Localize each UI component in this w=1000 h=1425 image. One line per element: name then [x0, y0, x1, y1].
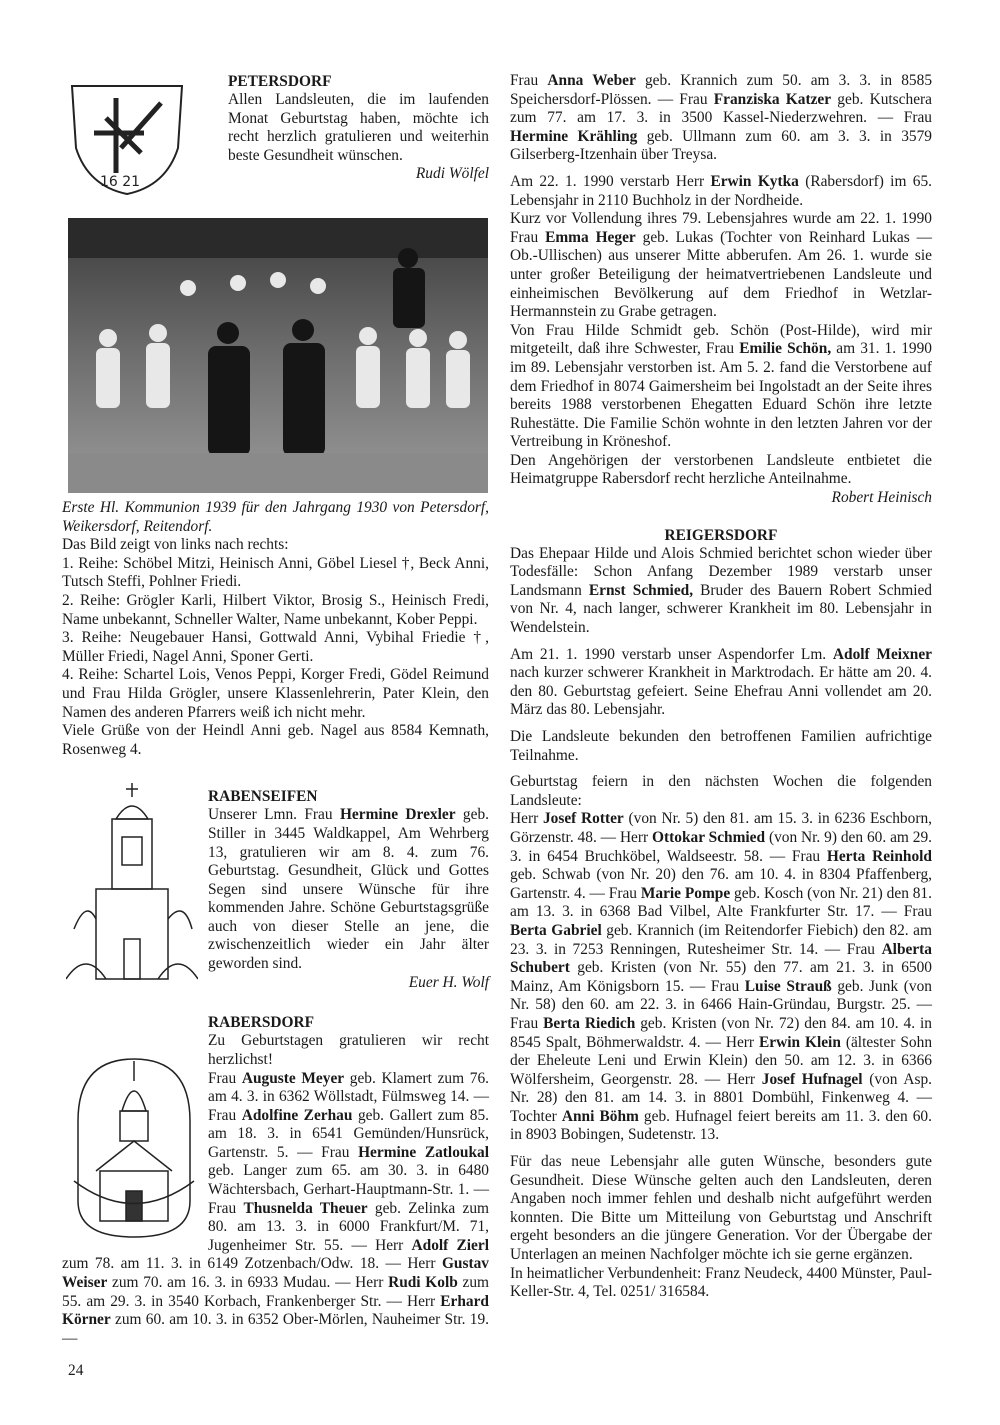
text-segment: Herr	[510, 810, 539, 828]
rabenseifen-church-drawing	[66, 779, 198, 993]
reigersdorf-heading: REIGERSDORF	[664, 526, 778, 544]
person-name: Marie Pompe	[640, 884, 731, 902]
person-name: Hermine Zatloukal	[358, 1143, 489, 1161]
person-name: Franziska Katzer	[713, 90, 832, 108]
greeting: Viele Grüße von der Heindl Anni geb. Nagel aus 8584 Kemnath, Rosenweg 4.	[62, 722, 489, 758]
person-name: Emilie Schön,	[739, 340, 832, 358]
text-segment: nach kurzer schwerer Krankheit in Marktrodach. Er hätte am 20. 4. den 80. Geburtstag gefeiert. Seine Ehefrau Anni vollendet am 20. März das 80. Lebensjahr.	[510, 664, 932, 719]
text-segment: geb. Krannich zum 50. am 3. 3. in 8585 Speichersdorf-Plössen. — Frau	[510, 72, 933, 108]
person-name: Erhard Körner	[62, 1292, 489, 1329]
text-segment: geb. Schwab (von Nr. 20) den 76. am 10. 4. in 8304 Pfaffenberg, Gartenstr. 4. — Frau	[510, 866, 932, 902]
rabersdorf-signature: Robert Heinisch	[831, 489, 932, 507]
text-segment: (Rabersdorf) im 65. Lebensjahr in 2110 Buchholz in der Nordheide.	[510, 172, 932, 209]
obituary-schoen	[510, 322, 932, 452]
photo-row-1: 1. Reihe: Schöbel Mitzi, Heinisch Anni, Göbel Liesel †, Beck Anni, Tutsch Steffi, Pohlner Friedi.	[62, 554, 489, 591]
person-name: Herta Reinhold	[826, 847, 932, 865]
reigersdorf-wishes: Für das neue Lebensjahr alle guten Wünsche, besonders gute Gesundheit. Diese Wünsche gelten auch den Landsleuten, deren Angaben noch immer fehlen und deshalb nicht aufgeführt werden konnten. Die Bitte um Mitteilung von Geburtstag und Anschrift ergeht besonders an die jüngere Generation. Vor der Übergabe der Unterlagen an meinen Nachfolger möchte ich sie gerne ergänzen.	[510, 1153, 932, 1264]
person-name: Gustav Weiser	[62, 1255, 489, 1292]
rabersdorf-chapel-emblem	[66, 1051, 202, 1241]
text-segment: Kurz vor Vollendung ihres 79. Lebensjahres wurde am 22. 1. 1990 Frau	[510, 210, 932, 246]
rabenseifen-heading: RABENSEIFEN	[208, 788, 318, 806]
text-segment: (von Nr. 9) den 60. am 29. 3. in 6454 Bruchköbel, Waldseestr. 58. — Frau	[510, 828, 932, 865]
person-name: Auguste Meyer	[241, 1069, 345, 1087]
text-segment: geb. Kristen (von Nr. 55) den 77. am 21. 3. in 6500 Mainz, Am Königsborn 15. — Frau	[510, 959, 932, 995]
text-segment: Von Frau Hilde Schmidt geb. Schön (Post-Hilde), wird mir mitgeteilt, daß ihre Schwester, Frau	[510, 321, 932, 358]
rabersdorf-intro: Zu Geburtstagen gratulieren wir recht herzlichst!	[208, 1032, 489, 1068]
person-name: Josef Rotter	[542, 810, 624, 828]
text-segment: Das Ehepaar Hilde und Alois Schmied berichtet schon wieder über Todesfälle: Schon Anfang Dezember 1989 verstarb unser Landsmann	[510, 544, 932, 599]
text-segment: geb. Ullmann zum 60. am 3. 3. in 3579 Gilserberg-Itzenhain über Treysa.	[510, 127, 932, 164]
photo-row-4: 4. Reihe: Schartel Lois, Venos Peppi, Korger Fredi, Gödel Reimund und Frau Hilda Grögler, unsere Klassenlehrerin, Pater Klein, den Namen des anderen Pfarrers weiß ich nicht mehr.	[62, 666, 489, 721]
person-name: Berta Gabriel	[510, 921, 602, 939]
photo-row-3: 3. Reihe: Neugebauer Hansi, Gottwald Anni, Vybihal Friedie †, Müller Friedi, Nagel Anni, Sponer Gerti.	[62, 629, 489, 665]
text-segment: zum 70. am 16. 3. in 6933 Mudau. — Herr	[107, 1274, 389, 1292]
reigersdorf-signoff: In heimatlicher Verbundenheit: Franz Neudeck, 4400 Münster, Paul-Keller-Str. 4, Tel. 0251/ 316584.	[510, 1264, 932, 1301]
text-segment: geb. Kristen (von Nr. 72) den 84. am 10. 4. in 8545 Spalt, Böhmerwaldstr. 4. — Herr	[510, 1014, 932, 1051]
person-name: Anna Weber	[547, 72, 636, 89]
person-name: Ottokar Schmied	[652, 828, 766, 846]
text-segment: geb. Zelinka zum 80. am 13. 3. in 6000 Frankfurt/M. 71, Jugenheimer Str. 55. — Herr	[208, 1199, 489, 1254]
reigersdorf-p2	[510, 646, 932, 720]
text-segment: geb. Junk (von Nr. 58) den 60. am 22. 3. in 6466 Hain-Gründau, Burgstr. 25. — Frau	[510, 977, 932, 1032]
person-name: Alberta Schubert	[510, 940, 932, 977]
right-column	[510, 72, 932, 1302]
petersdorf-signature: Rudi Wölfel	[415, 165, 489, 183]
text-segment: (ältester Sohn der Eheleute Leni und Erwin Klein) den 50. am 12. 3. in 6366 Wölfersheim, Georgenstr. 28. — Herr	[510, 1033, 933, 1088]
person-name: Erwin Kytka	[710, 172, 799, 190]
reigersdorf-birthdays	[510, 773, 932, 1145]
photo-caption: Erste Hl. Kommunion 1939 für den Jahrgang 1930 von Petersdorf, Weikersdorf, Reitendorf.	[62, 499, 489, 535]
petersdorf-heading: PETERSDORF	[228, 73, 332, 90]
communion-group-photo	[68, 218, 488, 493]
person-name: Emma Heger	[545, 228, 636, 246]
text-segment: (von Nr. 5) den 81. am 15. 3. in 6236 Eschborn, Görzenstr. 48. — Herr	[510, 810, 932, 846]
text-segment: Frau	[510, 72, 548, 89]
obituary-kytka	[510, 173, 932, 210]
svg-text:16 21: 16 21	[100, 174, 141, 190]
left-column	[62, 72, 489, 1348]
petersdorf-text: Allen Landsleuten, die im laufenden Monat Geburtstag haben, möchte ich recht herzlich gratulieren und weiterhin beste Gesundheit wünschen.	[228, 91, 489, 164]
person-name: Josef Hufnagel	[761, 1070, 863, 1088]
text-segment: Frau	[208, 1069, 242, 1087]
text-segment: Bruder des Bauern Robert Schmied von Nr. 4, nach langer, schwerer Krankheit im 80. Lebensjahr in Wendelstein.	[510, 581, 932, 637]
person-name: Erwin Klein	[758, 1033, 841, 1051]
person-name: Hermine Drexler	[339, 806, 456, 824]
text-segment: geb. Krannich (im Reitendorfer Fiebich) den 82. am 23. 3. in 7253 Renningen, Rutesheimer Str. 14. — Frau	[510, 921, 932, 958]
condolences: Den Angehörigen der verstorbenen Landsleute entbietet die Heimatgruppe Rabersdorf recht herzliche Anteilnahme.	[510, 451, 932, 488]
obituary-heger	[510, 210, 932, 322]
petersdorf-crest-image	[66, 78, 188, 198]
text-segment: geb. Hufnagel feiert bereits am 11. 3. den 60. in 8903 Bobingen, Sudetenstr. 13.	[510, 1107, 932, 1144]
text-segment: (von Asp. Nr. 28) den 81. am 14. 3. in 8801 Dombühl, Finkenweg 4. — Tochter	[510, 1070, 932, 1125]
text-segment: geb. Stiller in 3445 Waldkappel, Am Wehrberg 13, gratulieren wir am 8. 4. zum 76. Geburtstag. Gesundheit, Glück und Gottes Segen sind unsere Wünsche für ihre kommenden Jahre. Schöne Geburtstagsgrüße auch von dieser Stelle an jene, die zwischenzeitlich wieder ein Jahr älter geworden sind.	[208, 806, 489, 973]
text-segment: geb. Klamert zum 76. am 4. 3. in 6362 Wöllstadt, Fülmsweg 14. — Frau	[208, 1069, 489, 1124]
photo-row-2: 2. Reihe: Grögler Karli, Hilbert Viktor, Brosig S., Heinisch Fredi, Name unbekannt, Schneller Walter, Name unbekannt, Kober Peppi.	[62, 591, 489, 628]
rabersdorf-heading: RABERSDORF	[208, 1014, 315, 1032]
person-name: Ernst Schmied,	[588, 581, 694, 599]
text-segment: geb. Kutschera zum 77. am 17. 3. in 3500 Kassel-Niederzwehren. — Frau	[510, 90, 932, 127]
text-segment: am 31. 1. 1990 im 89. Lebensjahr verstorben ist. Am 5. 2. fand die Verstorbene auf dem Friedhof in 8074 Gaimersheim bei Ingolstadt an der Seite ihres bereits 1988 verstorbenen Ehegatten Eduard Schön ihre letzte Ruhestätte. Die Familie Schön wohnte in den letzten Jahren vor der Vertreibung in Kröneshof.	[510, 340, 932, 451]
rabenseifen-signature: Euer H. Wolf	[408, 973, 489, 991]
text-segment: geb. Langer zum 65. am 30. 3. in 6480 Wächtersbach, Gerhart-Hauptmann-Str. 1. — Frau	[208, 1162, 489, 1217]
person-name: Anni Böhm	[561, 1107, 639, 1125]
person-name: Adolfine Zerhau	[241, 1106, 353, 1124]
text-segment: Am 22. 1. 1990 verstarb Herr	[510, 172, 711, 190]
reigersdorf-p3: Die Landsleute bekunden den betroffenen Familien aufrichtige Teilnahme.	[510, 728, 932, 764]
text-segment: geb. Kosch (von Nr. 21) den 81. am 13. 3. in 6368 Bad Vilbel, Alte Frankfurter Str. 17. — Frau	[510, 884, 932, 921]
text-segment: geb. Gallert zum 85. am 18. 3. in 6541 Gemünden/Hunsrück, Gartenstr. 5. — Frau	[208, 1106, 490, 1161]
photo-description: Das Bild zeigt von links nach rechts:	[62, 536, 289, 554]
page-number: 24	[68, 1362, 84, 1379]
text-segment: geb. Lukas (Tochter von Reinhard Lukas — Ob.-Ullischen) aus unserer Mitte abberufen. Am 26. 1. wurde sie unter großer Beteiligung der heimatvertriebenen Landsleute und einheimischen Bevölkerung auf dem Friedhof in Wetzlar-Hermannstein zu Grabe getragen.	[510, 228, 933, 321]
person-name: Hermine Krähling	[510, 127, 638, 145]
text-segment: zum 55. am 29. 3. in 3540 Korbach, Frankenberger Str. — Herr	[62, 1274, 489, 1310]
person-name: Adolf Zierl	[411, 1236, 489, 1254]
text-segment: Unserer Lmn. Frau	[208, 806, 340, 824]
text-segment: zum 60. am 10. 3. in 6352 Ober-Mörlen, Nauheimer Str. 19. —	[62, 1311, 489, 1347]
person-name: Luise Strauß	[744, 977, 832, 995]
text-segment: zum 78. am 11. 3. in 6149 Zotzenbach/Odw. 18. — Herr	[62, 1255, 442, 1273]
text-segment: Geburtstag feiern in den nächsten Wochen die folgenden Landsleute:	[510, 773, 932, 809]
person-name: Adolf Meixner	[832, 645, 932, 663]
reigersdorf-p1	[510, 545, 932, 638]
person-name: Thusnelda Theuer	[243, 1199, 368, 1217]
person-name: Berta Riedich	[543, 1014, 636, 1032]
person-name: Rudi Kolb	[388, 1274, 458, 1292]
text-segment: Am 21. 1. 1990 verstarb unser Aspendorfer Lm.	[510, 645, 833, 663]
rabersdorf-birthdays-continued	[510, 72, 932, 165]
